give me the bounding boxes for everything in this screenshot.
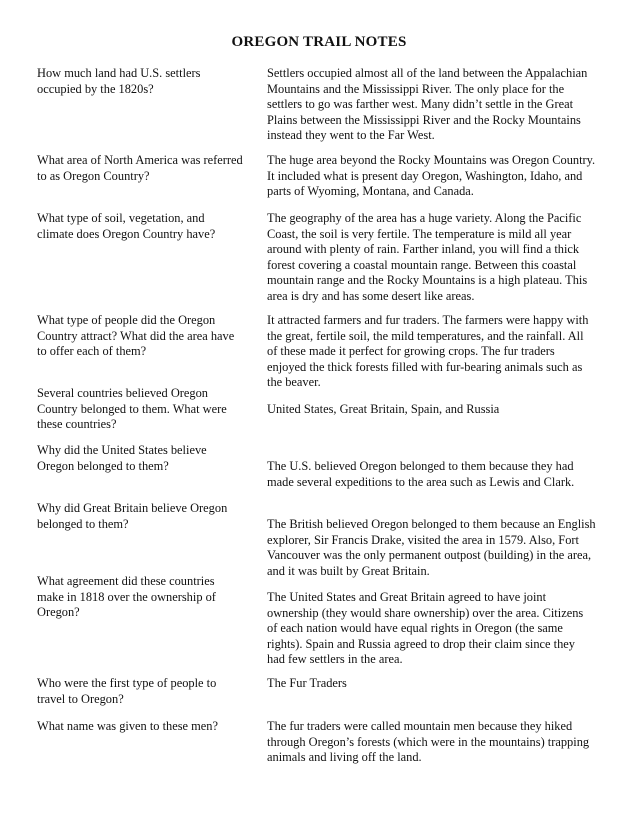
answer-10: The fur traders were called mountain men because they hiked through Oregon’s forests (which were in the mountains) trapping animals and living off the land. (267, 719, 590, 764)
question-2: What area of North America was referred to as Oregon Country? (37, 153, 243, 183)
question-6: Why did the United States believe Oregon belonged to them? (37, 443, 207, 473)
question-8: What agreement did these countries make in 1818 over the ownership of Oregon? (37, 574, 216, 619)
answer-8: The United States and Great Britain agreed to have joint ownership (they would share ownership) over the area. Citizens of each nation would have equal rights in Oregon (the same rights). Spain and Russia agreed to drop their claim since they had few settlers in the area. (267, 590, 584, 666)
answer-7: The British believed Oregon belonged to them because an English explorer, Sir Francis Drake, visited the area in 1579. Also, Fort Vancouver was the only permanent outpost (building) in the area, and it was built by Great Britain. (267, 517, 596, 578)
question-1: How much land had U.S. settlers occupied by the 1820s? (37, 66, 201, 96)
answer-2: The huge area beyond the Rocky Mountains was Oregon Country. It included what is present day Oregon, Washington, Idaho, and parts of Wyoming, Montana, and Canada. (267, 153, 596, 198)
question-4: What type of people did the Oregon Country attract? What did the area have to offer each of them? (37, 313, 235, 358)
answer-4: It attracted farmers and fur traders. The farmers were happy with the great, fertile soil, the mild temperatures, and the rainfall. All of these made it perfect for growing crops. The fur traders enjoyed the thick forests filled with fur-bearing animals such as the beaver. (267, 313, 589, 389)
answer-1: Settlers occupied almost all of the land between the Appalachian Mountains and the Mississippi River. The only place for the settlers to go was farther west. Many didn’t settle in the Great Plains between the Mississippi River and the Rocky Mountains instead they went to the Far West. (267, 66, 588, 142)
question-5: Several countries believed Oregon Country belonged to them. What were these countries? (37, 386, 227, 431)
question-9: Who were the first type of people to travel to Oregon? (37, 676, 217, 706)
answer-9: The Fur Traders (267, 676, 347, 690)
answer-5: United States, Great Britain, Spain, and Russia (267, 402, 500, 416)
question-10: What name was given to these men? (37, 719, 218, 733)
question-3: What type of soil, vegetation, and climate does Oregon Country have? (37, 211, 216, 241)
answer-3: The geography of the area has a huge variety. Along the Pacific Coast, the soil is very fertile. The temperature is mild all year around with plenty of rain. Farther inland, you will find a thick forest covering a coastal mountain range. Between this coastal mountain range and the Rocky Mountains is a high plateau. This area is dry and has some desert like areas. (267, 211, 588, 303)
page-title: OREGON TRAIL NOTES (231, 34, 407, 50)
answer-6: The U.S. believed Oregon belonged to them because they had made several expeditions to the area such as Lewis and Clark. (267, 459, 575, 489)
question-7: Why did Great Britain believe Oregon belonged to them? (37, 501, 228, 531)
